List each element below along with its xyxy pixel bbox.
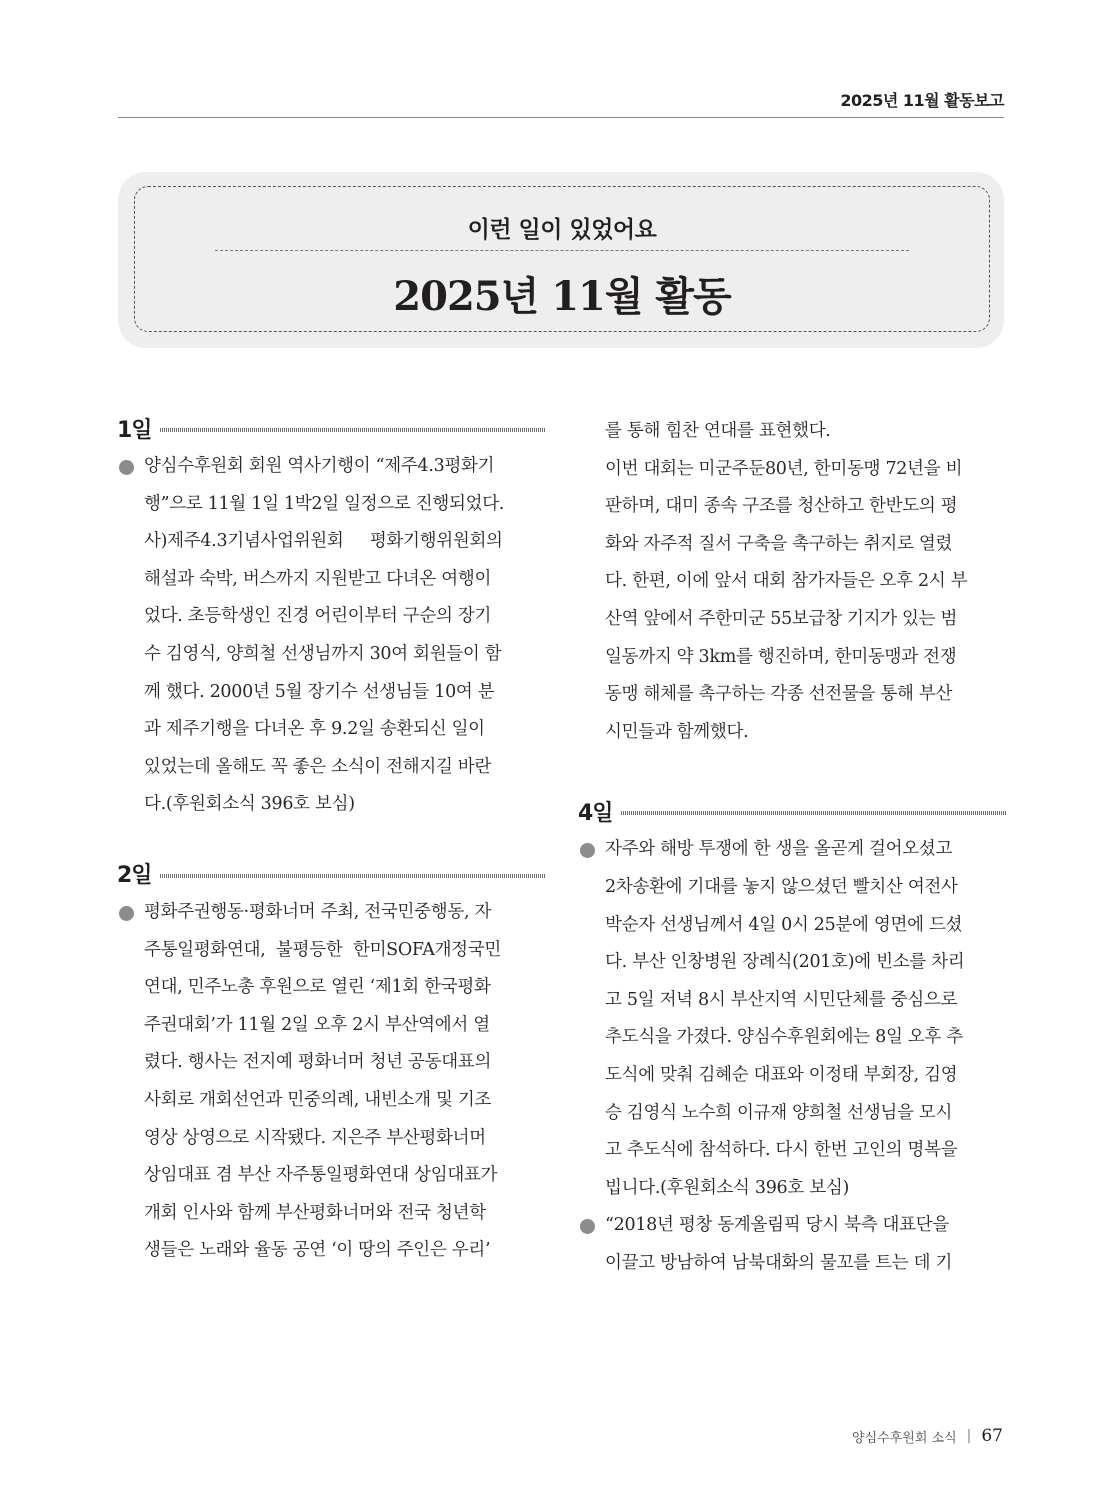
bullet-icon — [580, 843, 595, 858]
title-dashed-frame — [134, 186, 990, 332]
text-line: 도식에 맞춰 김혜순 대표와 이정태 부회장, 김영 — [605, 1064, 958, 1085]
day-label: 2일 — [117, 863, 152, 889]
text-line: 었다. 초등학생인 진경 어린이부터 구순의 장기 — [144, 606, 492, 627]
title-divider — [215, 250, 909, 251]
text-line: 다.(후원회소식 396호 보심) — [144, 794, 355, 815]
title-box — [118, 172, 1004, 348]
text-line: 산역 앞에서 주한미군 55보급창 기지가 있는 범 — [605, 608, 958, 629]
text-line: 평화주권행동·평화너머 주최, 전국민중행동, 자 — [144, 901, 492, 922]
text-line: 이끌고 방남하여 남북대화의 물꼬를 트는 데 기 — [605, 1252, 953, 1273]
text-line: 행”으로 11월 1일 1박2일 일정으로 진행되었다. — [144, 493, 505, 514]
text-line: 일동까지 약 3km를 행진하며, 한미동맹과 전쟁 — [605, 646, 957, 667]
text-line: 상임대표 겸 부산 자주통일평화연대 상임대표가 — [144, 1165, 498, 1186]
text-line: 생들은 노래와 율동 공연 ‘이 땅의 주인은 우리’ — [144, 1240, 491, 1261]
list-item — [117, 448, 545, 824]
text-line: 판하며, 대미 종속 구조를 청산하고 한반도의 평 — [605, 496, 958, 517]
text-line: 개회 인사와 함께 부산평화너머와 전국 청년학 — [144, 1202, 486, 1223]
text-line: 화와 자주적 질서 구축을 촉구하는 취지로 열렸 — [605, 533, 953, 554]
right-column — [578, 408, 1006, 1282]
text-line: 수 김영식, 양희철 선생님까지 30여 회원들이 함 — [144, 643, 502, 664]
title-subtitle: 이런 일이 있었어요 — [467, 217, 657, 243]
text-line: 다. 부산 인창병원 장례식(201호)에 빈소를 차리 — [605, 952, 965, 973]
text-line: 이번 대회는 미군주둔80년, 한미동맹 72년을 비 — [605, 458, 963, 479]
text-line: 주권대회’가 11월 2일 오후 2시 부산역에서 열 — [144, 1014, 490, 1035]
list-item — [117, 894, 545, 1270]
day-heading-1 — [117, 408, 545, 448]
page-title: 2025년 11월 활동 — [393, 273, 731, 320]
text-line: 사)제주4.3기념사업위원회 평화기행위원회의 — [144, 531, 503, 552]
section-gap — [117, 824, 545, 854]
left-column — [117, 408, 545, 1270]
text-line: 자주와 해방 투쟁에 한 생을 올곧게 걸어오셨고 — [605, 839, 953, 860]
text-line: 추도식을 가졌다. 양심수후원회에는 8일 오후 추 — [605, 1027, 963, 1048]
text-line: 2차송환에 기대를 놓지 않으셨던 빨치산 여전사 — [605, 876, 958, 897]
text-line: 있었는데 올해도 꼭 좋은 소식이 전해지길 바란 — [144, 756, 492, 777]
text-line: “2018년 평창 동계올림픽 당시 북측 대표단을 — [605, 1215, 949, 1236]
text-line: 시민들과 함께했다. — [605, 721, 749, 742]
day-heading-2 — [117, 854, 545, 894]
text-line: 해설과 숙박, 버스까지 지원받고 다녀온 여행이 — [144, 568, 492, 589]
day-heading-4 — [578, 791, 1006, 831]
footer-separator: | — [966, 1428, 972, 1444]
bullet-icon — [119, 906, 134, 921]
text-line: 다. 한편, 이에 앞서 대회 참가자들은 오후 2시 부 — [605, 571, 968, 592]
text-line: 주통일평화연대, 불평등한 한미SOFA개정국민 — [144, 939, 501, 960]
bullet-icon — [119, 460, 134, 475]
section-gap — [578, 751, 1006, 791]
text-line: 빕니다.(후원회소식 396호 보심) — [605, 1177, 849, 1198]
header-rule — [118, 117, 1004, 118]
text-line: 를 통해 힘찬 연대를 표현했다. — [605, 421, 831, 441]
text-line: 렸다. 행사는 전지예 평화너머 청년 공동대표의 — [144, 1052, 492, 1073]
day-label: 4일 — [578, 800, 613, 826]
text-line: 영상 상영으로 시작됐다. 지은주 부산평화너머 — [144, 1127, 486, 1148]
text-line: 승 김영식 노수희 이규재 양희철 선생님을 모시 — [605, 1102, 953, 1123]
text-line: 고 추도식에 참석하다. 다시 한번 고인의 명복을 — [605, 1140, 958, 1161]
list-item — [578, 1207, 1006, 1282]
text-line: 동맹 해체를 촉구하는 각종 선전물을 통해 부산 — [605, 684, 953, 705]
text-line: 께 했다. 2000년 5월 장기수 선생님들 10여 분 — [144, 681, 495, 702]
text-line: 과 제주기행을 다녀온 후 9.2일 송환되신 일이 — [144, 719, 485, 740]
text-line: 박순자 선생님께서 4일 0시 25분에 영면에 드셨 — [605, 914, 963, 935]
text-line: 고 5일 저녁 8시 부산지역 시민단체를 중심으로 — [605, 989, 958, 1010]
text-line: 사회로 개회선언과 민중의례, 내빈소개 및 기조 — [144, 1089, 492, 1110]
day-rule — [621, 811, 1006, 815]
day-label: 1일 — [117, 417, 152, 443]
running-header: 2025년 11월 활동보고 — [840, 91, 1004, 110]
continued-paragraph — [578, 413, 1006, 751]
text-line: 연대, 민주노총 후원으로 열린 ‘제1회 한국평화 — [144, 977, 491, 998]
publication-name: 양심수후원회 소식 — [852, 1430, 957, 1446]
day-rule — [160, 874, 545, 878]
page-number: 67 — [981, 1426, 1003, 1446]
page-footer — [852, 1426, 1003, 1446]
bullet-icon — [580, 1219, 595, 1234]
list-item — [578, 831, 1006, 1207]
day-rule — [160, 428, 545, 432]
text-line: 양심수후원회 회원 역사기행이 “제주4.3평화기 — [144, 456, 495, 476]
